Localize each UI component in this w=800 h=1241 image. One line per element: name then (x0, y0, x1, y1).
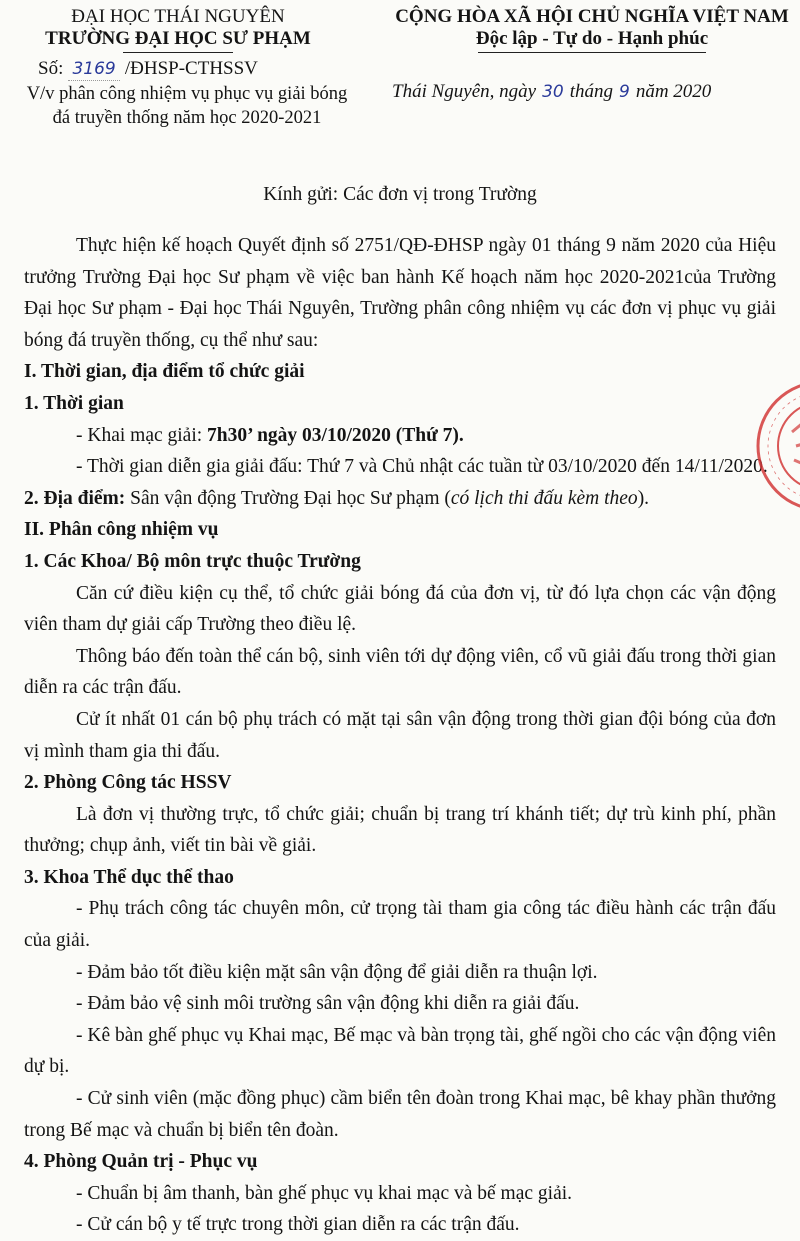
faculties-paragraph-2: Thông báo đến toàn thể cán bộ, sinh viên tới dự động viên, cổ vũ giải đấu trong thời gian diễn ra các trận đấu. (24, 645, 776, 699)
number-label: Số: (38, 58, 64, 79)
admin-item-b: - Cử cán bộ y tế trực trong thời gian diễn ra các trận đấu. (76, 1214, 520, 1236)
national-motto: Độc lập - Tự do - Hạnh phúc (475, 28, 709, 49)
subject-line-2: đá truyền thống năm học 2020-2021 (52, 108, 322, 128)
section-1-1-heading: 1. Thời gian (24, 392, 124, 414)
recipient-line: Kính gửi: Các đơn vị trong Trường (263, 184, 537, 205)
student-affairs-paragraph: Là đơn vị thường trực, tổ chức giải; chuẩn bị trang trí khánh tiết; dự trù kinh phí, phần thưởng; chụp ảnh, viết tin bài về giải. (24, 803, 776, 857)
schedule-item: - Thời gian diễn gia giải đấu: Thứ 7 và Chủ nhật các tuần từ 03/10/2020 đến 14/11/2020. (76, 456, 768, 478)
document-number (38, 58, 258, 81)
section-2-4-heading: 4. Phòng Quản trị - Phục vụ (24, 1151, 258, 1173)
number-suffix: /ĐHSP-CTHSSV (124, 58, 258, 79)
pe-item-b: - Đảm bảo tốt điều kiện mặt sân vận động để giải diễn ra thuận lợi. (76, 961, 598, 983)
handwritten-number: 3169 (68, 58, 120, 81)
issuer-name: TRƯỜNG ĐẠI HỌC SƯ PHẠM (45, 28, 311, 49)
subject-block (22, 82, 352, 130)
date-year: năm 2020 (635, 81, 712, 102)
intro-paragraph: Thực hiện kế hoạch Quyết định số 2751/QĐ-ĐHSP ngày 01 tháng 9 năm 2020 của Hiệu trưởng Trường Đại học Sư phạm về việc ban hành Kế hoạch năm học 2020-2021của Trường Đại học Sư phạm - Đại học Thái Nguyên, Trường phân công nhiệm vụ các đơn vị phục vụ giải bóng đá truyền thống, cụ thể như sau: (24, 235, 776, 351)
issuer-underline (123, 52, 233, 53)
pe-item-d: - Kê bàn ghế phục vụ Khai mạc, Bế mạc và bàn trọng tài, ghế ngồi cho các vận động viên dự bị. (24, 1024, 776, 1078)
pe-item-c: - Đảm bảo vệ sinh môi trường sân vận động khi diễn ra giải đấu. (76, 993, 580, 1015)
section-2-heading: II. Phân công nhiệm vụ (24, 519, 219, 541)
date-month: 9 (619, 82, 630, 102)
document-body (24, 230, 776, 1241)
admin-item-a: - Chuẩn bị âm thanh, bàn ghế phục vụ khai mạc và bế mạc giải. (76, 1182, 573, 1204)
motto-underline (478, 52, 706, 53)
section-1-heading: I. Thời gian, địa điểm tổ chức giải (24, 361, 305, 383)
subject-line-1: V/v phân công nhiệm vụ phục vụ giải bóng (26, 84, 348, 104)
country-name: CỘNG HÒA XÃ HỘI CHỦ NGHĨA VIỆT NAM (395, 6, 789, 27)
venue-item (24, 483, 776, 515)
faculties-paragraph-1: Căn cứ điều kiện cụ thể, tổ chức giải bóng đá của đơn vị, từ đó lựa chọn các vận động viên tham dự giải cấp Trường theo điều lệ. (24, 582, 776, 636)
issuer-block (22, 6, 334, 53)
opening-label: - Khai mạc giải: (76, 424, 208, 446)
section-2-2-heading: 2. Phòng Công tác HSSV (24, 772, 232, 794)
pe-item-a: - Phụ trách công tác chuyên môn, cử trọng tài tham gia công tác điều hành các trận đấu của giải. (24, 898, 776, 952)
faculties-paragraph-3: Cử ít nhất 01 cán bộ phụ trách có mặt tại sân vận động trong thời gian đội bóng của đơn vị mình tham gia thi đấu. (24, 708, 776, 762)
venue-label: 2. Địa điểm: (24, 487, 126, 509)
opening-time: 7h30’ ngày 03/10/2020 (Thứ 7). (207, 424, 464, 446)
pe-item-e: - Cử sinh viên (mặc đồng phục) cầm biển tên đoàn trong Khai mạc, bê khay phần thưởng trong Bế mạc và chuẩn bị biển tên đoàn. (24, 1088, 776, 1141)
issuer-parent: ĐẠI HỌC THÁI NGUYÊN (71, 6, 285, 27)
section-2-1-heading: 1. Các Khoa/ Bộ môn trực thuộc Trường (24, 550, 361, 572)
section-2-3-heading: 3. Khoa Thể dục thể thao (24, 866, 234, 888)
date-month-label: tháng (569, 81, 613, 102)
red-seal-stamp (752, 376, 800, 516)
date-line (392, 81, 711, 103)
venue-note: có lịch thi đấu kèm theo (450, 487, 638, 509)
venue-text: Sân vận động Trường Đại học Sư phạm ( (125, 487, 451, 509)
national-header (372, 6, 800, 53)
date-prefix: Thái Nguyên, ngày (392, 81, 537, 102)
date-day: 30 (542, 82, 564, 102)
venue-end: ). (637, 487, 650, 509)
opening-item (24, 420, 776, 452)
